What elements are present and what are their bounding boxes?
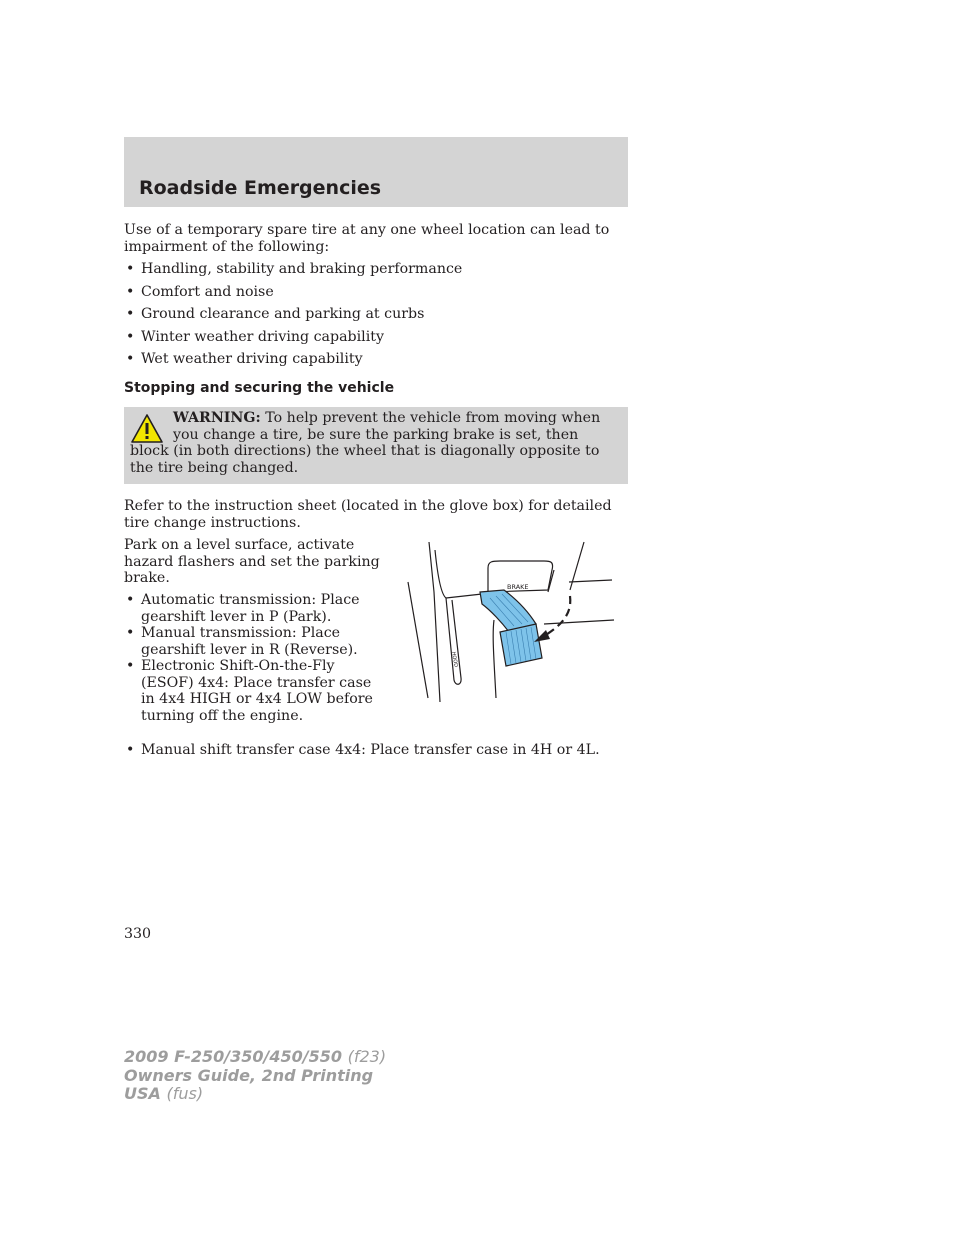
bullet: • (126, 306, 135, 322)
page-number: 330 (124, 926, 152, 942)
list-item: • Wet weather driving capability (126, 351, 363, 367)
footer-region: USA (124, 1084, 161, 1103)
bullet: • (126, 592, 135, 608)
bullet: • (126, 742, 135, 758)
bullet: • (126, 283, 135, 300)
footer (124, 1048, 386, 1104)
warning-text (130, 410, 616, 476)
refer-paragraph: Refer to the instruction sheet (located in the glove box) for detailed tire change instructions. (124, 498, 612, 531)
bullet: • (126, 625, 135, 641)
list-item: • Manual shift transfer case 4x4: Place transfer case in 4H or 4L. (126, 742, 600, 758)
impairment-list (124, 261, 628, 374)
park-paragraph: Park on a level surface, activate hazard flashers and set the parking brake. (124, 537, 380, 586)
list-item: • Comfort and noise (126, 283, 274, 300)
footer-region-code: (fus) (166, 1084, 204, 1103)
hood-label: HOOD (450, 651, 459, 668)
transmission-list (124, 592, 384, 724)
bullet: • (126, 261, 135, 277)
footer-model: 2009 F-250/350/450/550 (124, 1047, 342, 1066)
transfer-case-list (124, 742, 628, 759)
list-item: • Electronic Shift-On-the-Fly (ESOF) 4x4: Place transfer case in 4x4 HIGH or 4x4 LOW before turning off the engine. (126, 658, 373, 724)
list-item: • Automatic transmission: Place gearshift lever in P (Park). (126, 592, 360, 625)
intro-paragraph: Use of a temporary spare tire at any one wheel location can lead to impairment of the following: (124, 222, 610, 255)
section-header-band (124, 137, 628, 207)
bullet: • (126, 658, 135, 674)
list-item: • Manual transmission: Place gearshift lever in R (Reverse). (126, 625, 358, 658)
warning-label: WARNING: (173, 410, 261, 426)
footer-model-code: (f23) (347, 1047, 387, 1066)
bullet: • (126, 328, 135, 345)
list-item: • Handling, stability and braking performance (126, 261, 463, 277)
warning-box (124, 407, 628, 484)
parking-brake-illustration (404, 540, 616, 702)
bullet: • (126, 351, 135, 367)
direction-arrow (544, 596, 570, 636)
warning-body: To help prevent the vehicle from moving when you change a tire, be sure the parking brake is set, then block (in both directions) the wheel that is diagonally opposite to the tire being changed. (130, 410, 601, 476)
footer-guide: Owners Guide, 2nd Printing (124, 1065, 374, 1085)
list-item: • Ground clearance and parking at curbs (126, 306, 425, 322)
list-item: • Winter weather driving capability (126, 328, 384, 345)
section-heading: Stopping and securing the vehicle (124, 380, 395, 396)
page-title: Roadside Emergencies (139, 177, 382, 199)
brake-label: BRAKE (507, 583, 529, 591)
